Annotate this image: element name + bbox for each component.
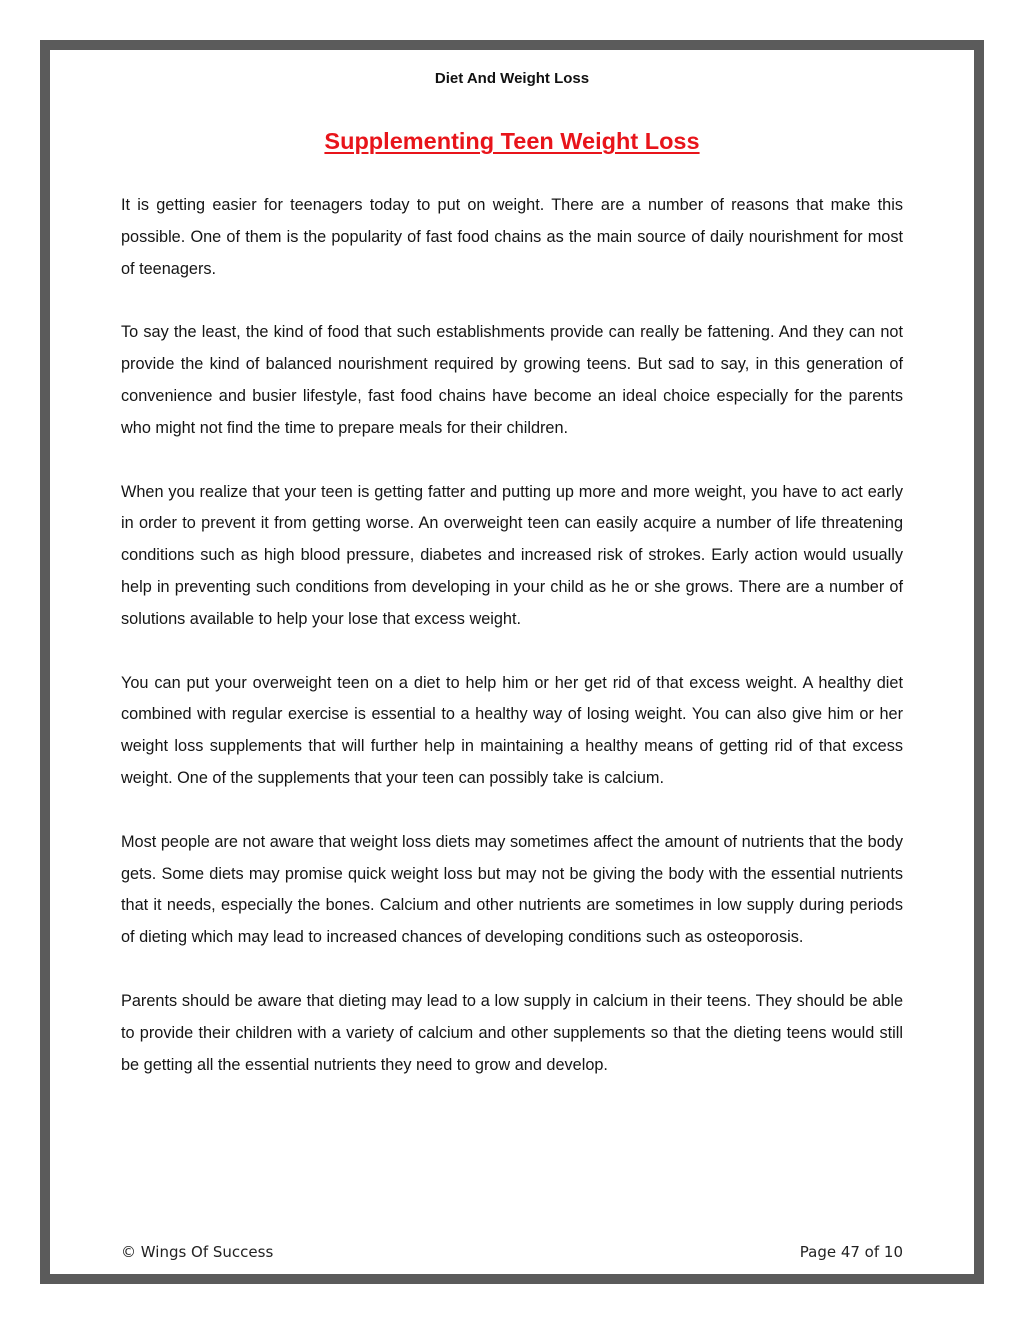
article-title: Supplementing Teen Weight Loss bbox=[324, 128, 700, 154]
copyright-text: © Wings Of Success bbox=[121, 1243, 274, 1261]
paragraph-4: You can put your overweight teen on a diet to help him or her get rid of that excess weight. A healthy diet combined with regular exercise is essential to a healthy way of losing weight. You can also give him or her weight loss supplements that will further help in maintaining a healthy means of getting rid of that excess weight. One of the supplements that your teen can possibly take is calcium. bbox=[121, 673, 903, 787]
paragraph-5: Most people are not aware that weight loss diets may sometimes affect the amount of nutrients that the body gets. Some diets may promise quick weight loss but may not be giving the body with the essential nutrients that it needs, especially the bones. Calcium and other nutrients are sometimes in low supply during periods of dieting which may lead to increased chances of developing conditions such as osteoporosis. bbox=[121, 832, 903, 947]
running-header: Diet And Weight Loss bbox=[434, 70, 590, 87]
paragraph-6: Parents should be aware that dieting may lead to a low supply in calcium in their teens. They should be able to provide their children with a variety of calcium and other supplements so that the dieting teens would still be getting all the essential nutrients they need to grow and develop. bbox=[121, 991, 903, 1074]
page-number: Page 47 of 10 bbox=[799, 1243, 903, 1261]
paragraph-3: When you realize that your teen is getting fatter and putting up more and more weight, you have to act early in order to prevent it from getting worse. An overweight teen can easily acquire a number of life threatening conditions such as high blood pressure, diabetes and increased risk of strokes. Early action would usually help in preventing such conditions from developing in your child as he or she grows. There are a number of solutions available to help your lose that excess weight. bbox=[121, 482, 903, 628]
article-body bbox=[121, 190, 903, 1113]
page-frame bbox=[40, 40, 984, 1284]
paragraph-2: To say the least, the kind of food that such establishments provide can really be fattening. And they can not provide the kind of balanced nourishment required by growing teens. But sad to say, in this generation of convenience and busier lifestyle, fast food chains have become an ideal choice especially for the parents who might not find the time to prepare meals for their children. bbox=[121, 323, 903, 437]
paragraph-1: It is getting easier for teenagers today to put on weight. There are a number of reasons that make this possible. One of them is the popularity of fast food chains as the main source of daily nourishment for most of teenagers. bbox=[121, 196, 903, 278]
